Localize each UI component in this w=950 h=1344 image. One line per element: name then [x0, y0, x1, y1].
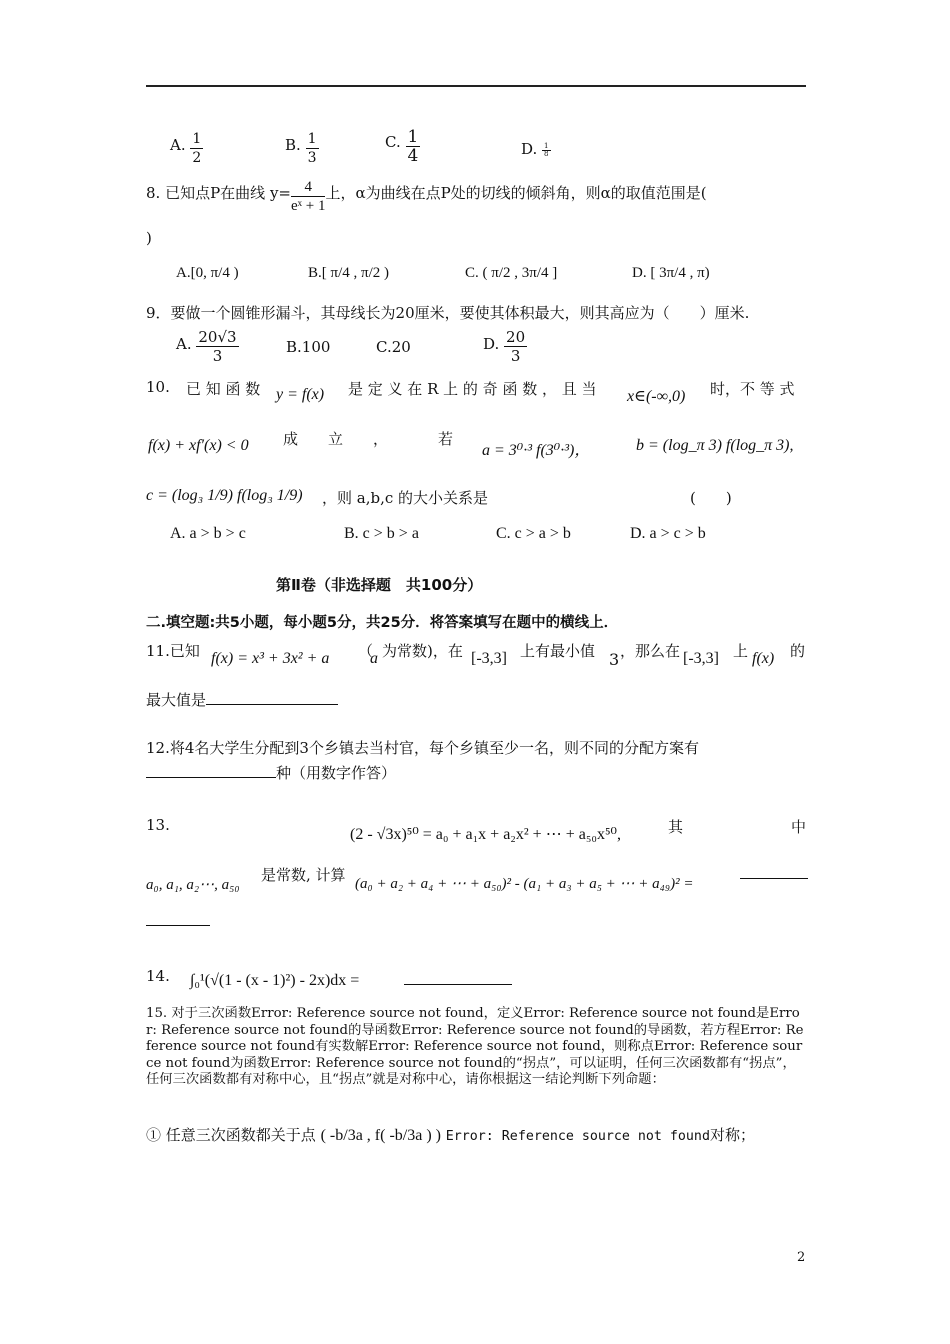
q10-line3a: c = (log₃ 1/9) f(log₃ 1/9) — [146, 487, 303, 504]
q12-answer-blank[interactable] — [146, 763, 276, 778]
q13-qi: 其 — [668, 818, 684, 836]
q10-option-c: C. c > a > b — [496, 525, 571, 542]
q11-interval2: [-3,3] — [683, 650, 719, 667]
q11-d: a — [370, 650, 378, 667]
q13-number: 13. — [146, 816, 170, 834]
q9-option-b: B.100 — [286, 338, 331, 356]
q11-l: f(x) — [752, 650, 775, 667]
q8-option-c: C. ( π/2 , 3π/4 ] — [465, 265, 558, 281]
q11-answer-blank[interactable] — [206, 690, 338, 705]
q10-number: 10. — [146, 378, 170, 396]
q10-line1c: 是 定 义 在 R 上 的 奇 函 数 ， 且 当 — [348, 380, 597, 398]
q12-line2: 种（用数字作答） — [146, 762, 396, 783]
q10-line1d: x∈(-∞,0) — [627, 388, 686, 405]
q7-option-b: B. $\frac{1}{3}$ — [285, 131, 317, 166]
q8-option-b: B.[ π/4 , π/2 ) — [308, 265, 389, 281]
q10-line2b: 成 立 ， — [283, 430, 389, 448]
q8-stem: 8. 已知点P在曲线 y= $\frac{4}{\text{eˣ + 1}}$ 上，α为曲线在点P处的切线的倾斜角，则α的取值范围是( — [146, 179, 707, 214]
q14-integral: ∫₀¹(√(1 - (x - 1)²) - 2x)dx = — [190, 972, 360, 989]
q10-line2c: 若 — [438, 430, 454, 448]
q13-answer-blank-2[interactable] — [146, 925, 210, 926]
q13-coefficients: a₀, a₁, a₂⋯, a₅₀ — [146, 877, 240, 893]
q7-option-c: C. $\frac{1}{4}$ — [385, 127, 419, 166]
q10-option-b: B. c > b > a — [344, 525, 419, 542]
q7-option-a: A. $\frac{1}{2}$ — [170, 131, 202, 166]
q10-option-a: A. a > b > c — [170, 525, 246, 542]
q11-k: 上 — [733, 642, 749, 660]
q9-option-a: A. $\frac{20√3}{3}$ — [176, 328, 237, 365]
q10-line1e: 时，不 等 式 — [710, 380, 795, 398]
q10-line2a: f(x) + xf′(x) < 0 — [148, 437, 249, 454]
q15-paragraph: 15. 对于三次函数Error: Reference source not found，定义Error: Reference source not found是Error: Reference source not found的导函数Error: Reference source not found的导函数，若方程Error: Reference source not found有实数解Error: Reference source not found，则称点Error: Reference source not found为函数Error: Reference source not found的“拐点”，可以证明，任何三次函数都有“拐点”，任何三次函数都有对称中心，且“拐点”就是对称中心，请你根据这一结论判断下列命题： — [146, 1006, 804, 1088]
q7-option-d: D. $\frac{1}{8}$ — [521, 140, 549, 158]
q8-option-d: D. [ 3π/4 , π) — [632, 265, 710, 281]
q11-h: 3 — [609, 650, 620, 669]
q8-option-a: A.[0, π/4 ) — [176, 265, 239, 281]
q11-interval1: [-3,3] — [471, 650, 507, 667]
q13-expression: (a₀ + a₂ + a₄ + ⋯ + a₅₀)² - (a₁ + a₃ + a₅ + ⋯ + a₄₉)² = — [355, 876, 694, 892]
q9-option-c: C.20 — [376, 338, 411, 356]
q11-c: （ — [358, 642, 374, 660]
q10-line1b: y = f(x) — [276, 386, 325, 403]
q11-e: 为常数)，在 — [382, 642, 463, 660]
q11-answer-line: 最大值是 — [146, 689, 338, 710]
q11-i: ，那么在 — [620, 642, 681, 660]
q10-line3b: ，则 a,b,c 的大小关系是 — [322, 489, 489, 507]
q10-line2e: b = (log_π 3) f(log_π 3), — [636, 437, 794, 454]
q12-line1: 12.将4名大学生分配到3个乡镇去当村官，每个乡镇至少一名，则不同的分配方案有 — [146, 739, 699, 757]
q13-expansion: (2 - √3x)⁵⁰ = a₀ + a₁x + a₂x² + ⋯ + a₅₀x⁵⁰, — [350, 826, 621, 843]
q11-g: 上有最小值 — [520, 642, 596, 660]
q10-line3c: ( ) — [690, 489, 732, 507]
q15-item1: ① 任意三次函数都关于点 ( -b/3a , f( -b/3a ) ) Error: Reference source not found对称； — [146, 1126, 755, 1144]
q13-compute-label: 是常数, 计算 — [261, 866, 346, 884]
q11-function: f(x) = x³ + 3x² + a — [211, 650, 330, 667]
q10-line1a: 已 知 函 数 — [186, 380, 261, 398]
q11-m: 的 — [790, 642, 806, 660]
section2-title: 第Ⅱ卷（非选择题 共100分） — [276, 576, 483, 594]
q11-a: 11.已知 — [146, 642, 200, 660]
q14-number: 14. — [146, 967, 170, 985]
fill-in-heading: 二.填空题:共5小题，每小题5分，共25分．将答案填写在题中的横线上． — [146, 615, 619, 631]
q13-zhong: 中 — [791, 818, 807, 836]
q13-answer-blank-1[interactable] — [740, 878, 808, 879]
q10-line2d: a = 3⁰·³ f(3⁰·³)， — [482, 442, 591, 459]
q10-option-d: D. a > c > b — [630, 525, 706, 542]
page-number: 2 — [797, 1250, 806, 1265]
q14-answer-blank[interactable] — [404, 984, 512, 985]
q8-stem-close: ) — [146, 229, 152, 247]
header-rule — [146, 85, 806, 87]
q9-option-d: D. $\frac{20}{3}$ — [483, 328, 526, 365]
q9-stem: 9．要做一个圆锥形漏斗，其母线长为20厘米，要使其体积最大，则其高应为（ ）厘米. — [146, 304, 750, 322]
